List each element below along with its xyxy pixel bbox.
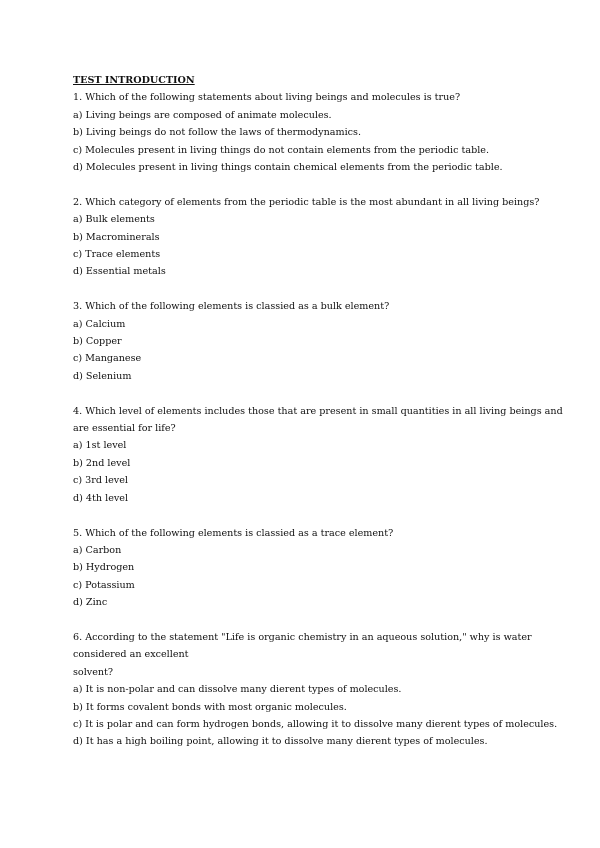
- question-6-option-c: c) It is polar and can form hydrogen bonds, allowing it to dissolve many dierent types of molecules.: [73, 718, 558, 730]
- question-2: [73, 194, 543, 281]
- question-6-text-line-3: solvent?: [73, 666, 114, 678]
- question-4: [73, 403, 563, 507]
- question-6-option-a: a) It is non-polar and can dissolve many dierent types of molecules.: [73, 684, 402, 696]
- question-2-option-d: d) Essential metals: [73, 266, 166, 278]
- question-5-option-b: b) Hydrogen: [73, 562, 135, 574]
- question-5: [73, 525, 543, 612]
- question-3-option-b: b) Copper: [73, 336, 122, 348]
- question-1-option-b: b) Living beings do not follow the laws of thermodynamics.: [73, 127, 361, 139]
- question-1-option-d: d) Molecules present in living things contain chemical elements from the periodic table.: [73, 162, 503, 174]
- question-2-option-b: b) Macrominerals: [73, 231, 160, 243]
- question-5-option-a: a) Carbon: [73, 544, 122, 556]
- question-1-text: 1. Which of the following statements about living beings and molecules is true?: [73, 92, 461, 104]
- question-2-text: 2. Which category of elements from the periodic table is the most abundant in all living beings?: [73, 196, 540, 208]
- question-2-option-a: a) Bulk elements: [73, 214, 155, 226]
- question-6-text-line-1: 6. According to the statement "Life is organic chemistry in an aqueous solution," why is water: [73, 631, 532, 643]
- question-4-option-a: a) 1st level: [73, 440, 127, 452]
- question-3-option-d: d) Selenium: [73, 370, 132, 382]
- question-4-option-b: b) 2nd level: [73, 457, 131, 469]
- question-4-text-line-1: 4. Which level of elements includes those that are present in small quantities in all living beings and: [73, 405, 563, 417]
- question-1: [73, 89, 543, 176]
- question-3: [73, 298, 543, 385]
- document-page: [73, 72, 563, 768]
- question-3-text: 3. Which of the following elements is classied as a bulk element?: [73, 301, 390, 313]
- document-title: TEST INTRODUCTION: [73, 75, 195, 86]
- question-1-option-a: a) Living beings are composed of animate molecules.: [73, 109, 332, 121]
- question-5-option-c: c) Potassium: [73, 579, 135, 591]
- question-2-option-c: c) Trace elements: [73, 249, 161, 261]
- question-1-option-c: c) Molecules present in living things do not contain elements from the periodic table.: [73, 144, 490, 156]
- question-5-option-d: d) Zinc: [73, 597, 108, 609]
- question-4-option-d: d) 4th level: [73, 492, 129, 504]
- question-6: [73, 629, 558, 751]
- question-6-option-b: b) It forms covalent bonds with most organic molecules.: [73, 701, 347, 713]
- question-5-text: 5. Which of the following elements is classied as a trace element?: [73, 527, 394, 539]
- question-3-option-a: a) Calcium: [73, 318, 126, 330]
- question-6-option-d: d) It has a high boiling point, allowing it to dissolve many dierent types of molecules.: [73, 736, 488, 748]
- question-4-text-line-2: are essential for life?: [73, 423, 176, 435]
- question-6-text-line-2: considered an excellent: [73, 649, 189, 661]
- question-4-option-c: c) 3rd level: [73, 475, 128, 487]
- question-3-option-c: c) Manganese: [73, 353, 142, 365]
